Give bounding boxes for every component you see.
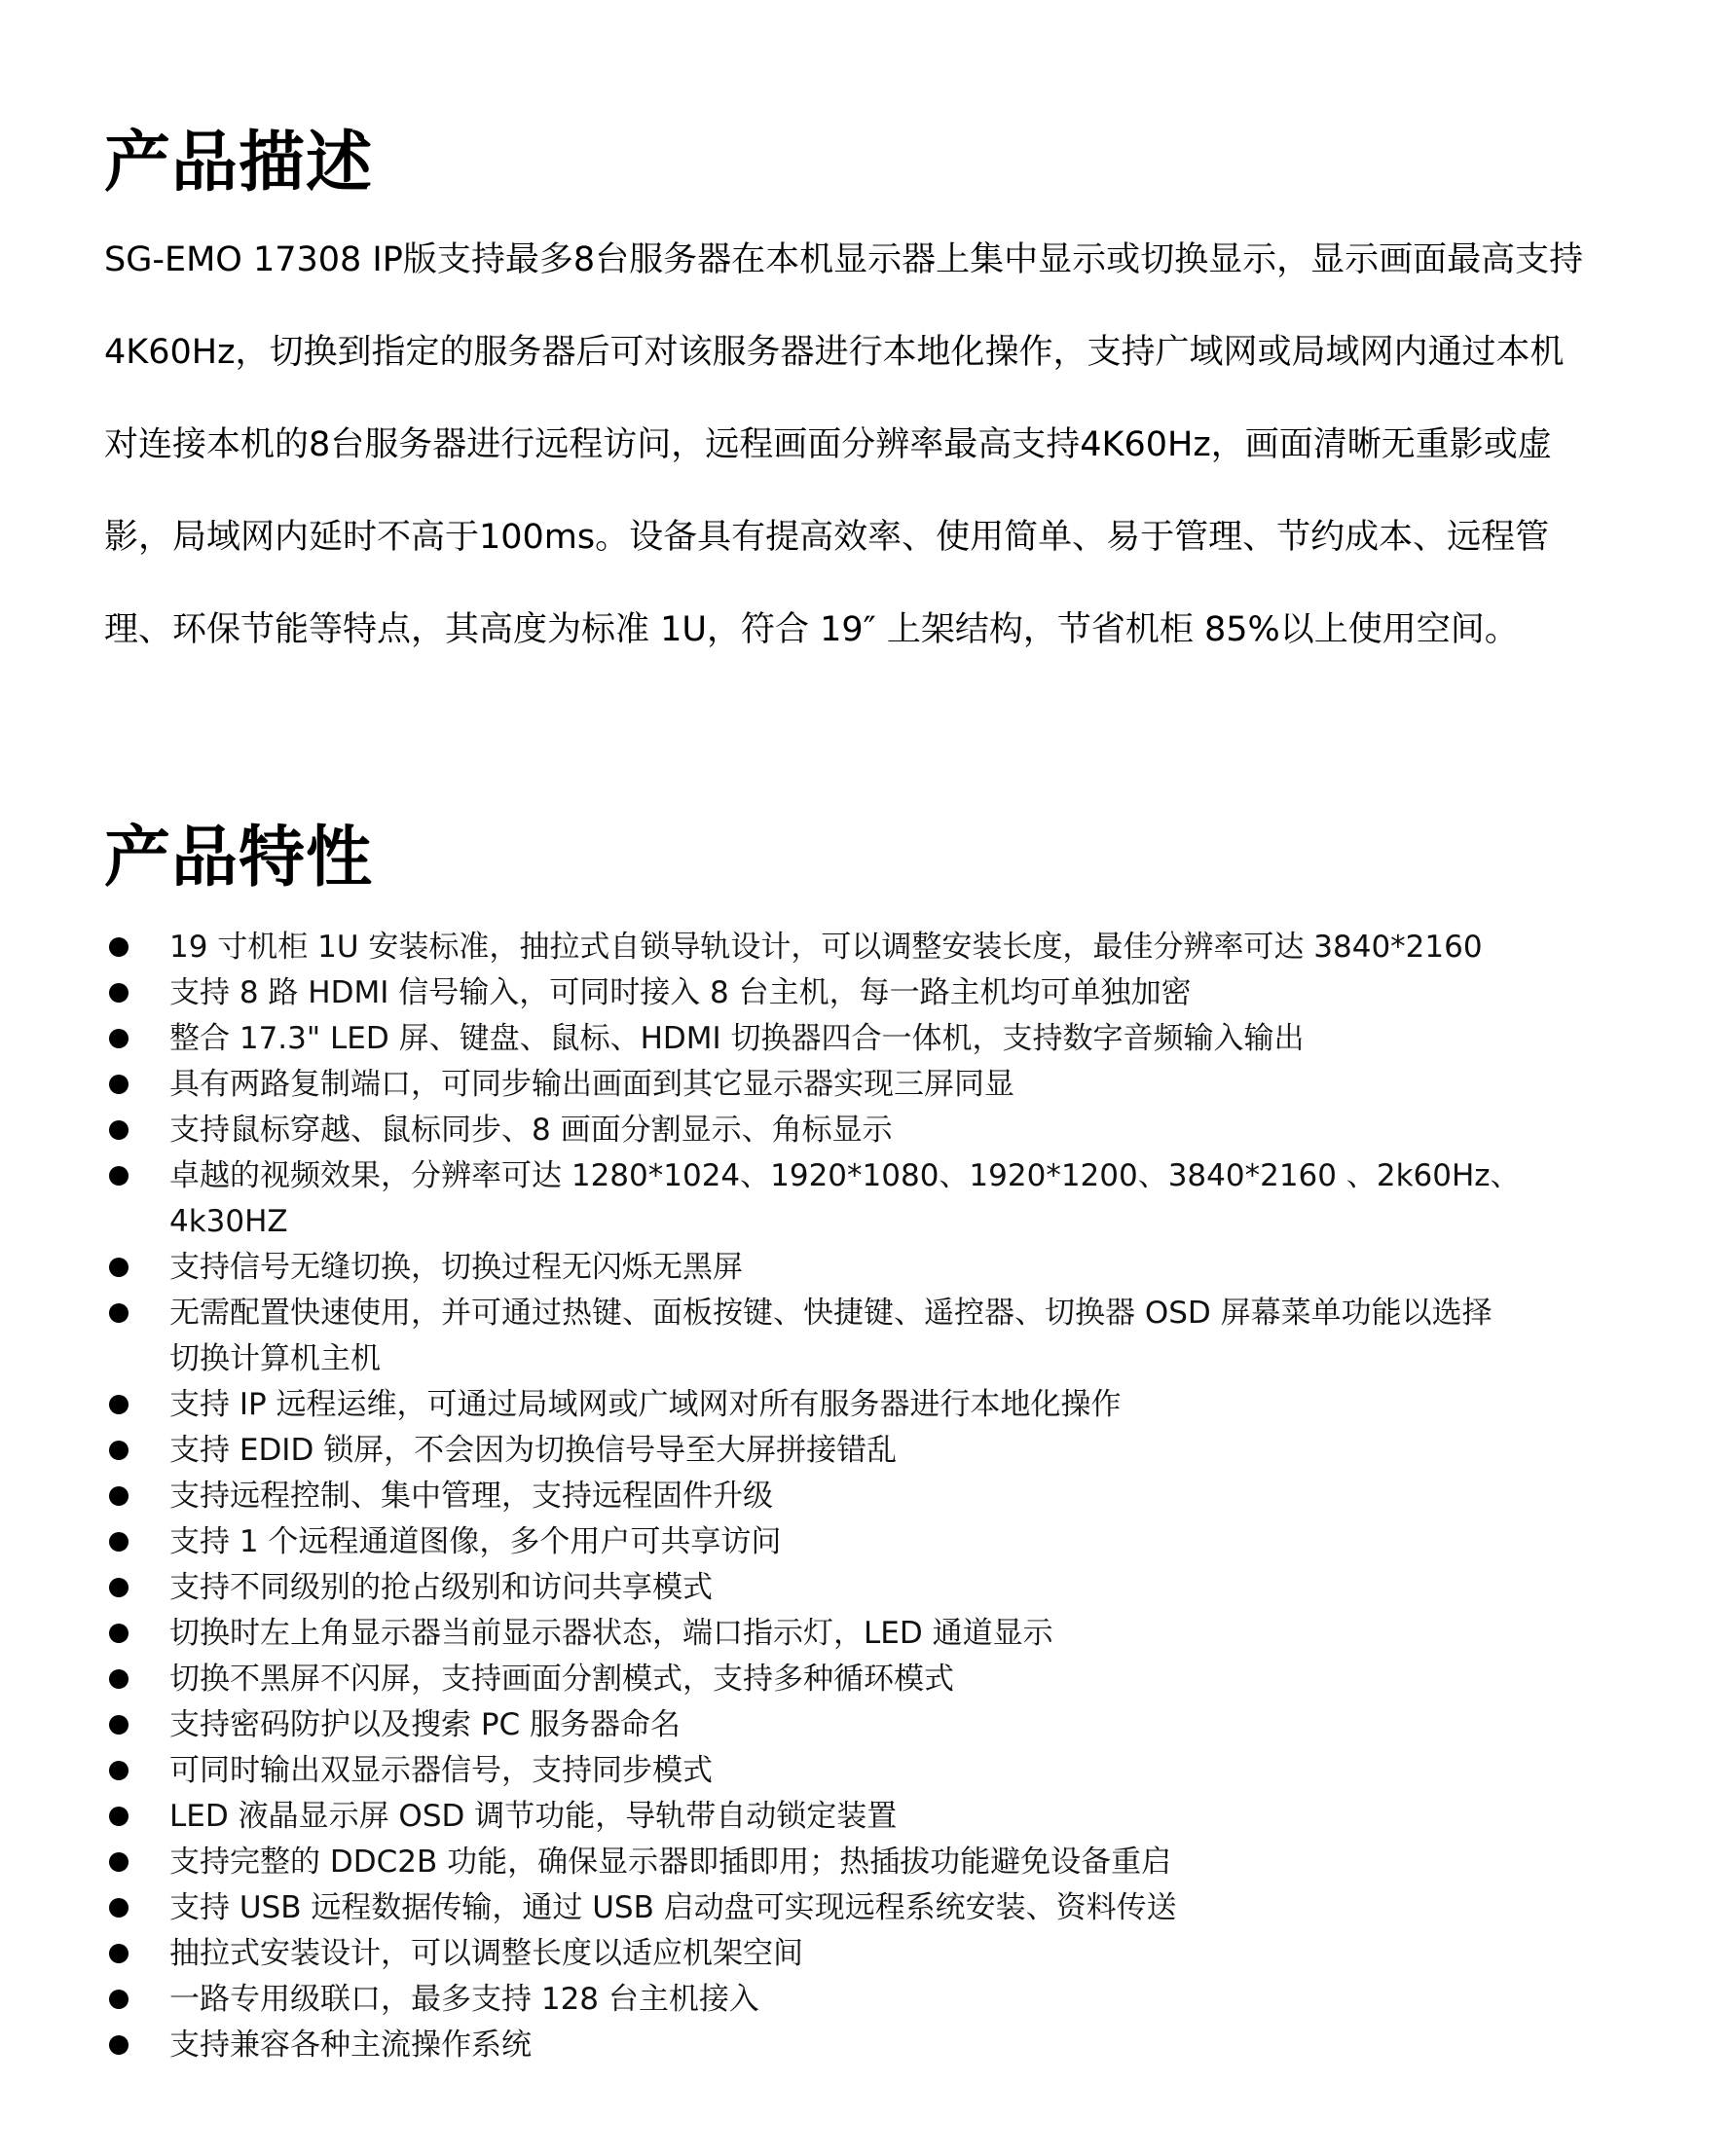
feature-list-item <box>104 1702 1662 1748</box>
feature-text: 支持 USB 远程数据传输，通过 USB 启动盘可实现远程系统安装、资料传送 <box>169 1890 1177 1925</box>
feature-text: 无需配置快速使用，并可通过热键、面板按键、快捷键、遥控器、切换器 OSD 屏幕菜单功能以选择 <box>169 1296 1492 1331</box>
feature-list-item <box>104 1382 1662 1428</box>
feature-list-item <box>104 1840 1662 1885</box>
bullet-icon <box>109 1898 129 1918</box>
bullet-icon <box>109 1075 129 1094</box>
bullet-icon <box>109 1761 129 1780</box>
bullet-icon <box>109 1578 129 1597</box>
product-description-heading: 产品描述 <box>104 125 374 201</box>
feature-list-item <box>104 1519 1662 1565</box>
bullet-icon <box>109 1441 129 1460</box>
feature-text: 支持完整的 DDC2B 功能，确保显示器即插即用；热插拔功能避免设备重启 <box>169 1845 1172 1880</box>
feature-list-item <box>104 1153 1662 1245</box>
bullet-icon <box>109 1990 129 2009</box>
feature-list-item <box>104 1931 1662 1977</box>
feature-list-item <box>104 925 1662 970</box>
feature-list-item <box>104 1611 1662 1657</box>
feature-text: 4k30HZ <box>169 1204 288 1239</box>
bullet-icon <box>109 1852 129 1872</box>
feature-text: 切换计算机主机 <box>169 1341 381 1376</box>
bullet-icon <box>109 1624 129 1643</box>
feature-list-item <box>104 1565 1662 1611</box>
description-line: SG-EMO 17308 IP版支持最多8台服务器在本机显示器上集中显示或切换显示，显示画面最高支持 <box>104 240 1584 279</box>
feature-text: 19 寸机柜 1U 安装标准，抽拉式自锁导轨设计，可以调整安装长度，最佳分辨率可达 3840*2160 <box>169 930 1483 965</box>
feature-list-item <box>104 1977 1662 2023</box>
feature-list-item <box>104 1016 1662 1062</box>
feature-list-item <box>104 2023 1662 2068</box>
feature-text: 可同时输出双显示器信号，支持同步模式 <box>169 1753 713 1788</box>
feature-text: 切换时左上角显示器当前显示器状态，端口指示灯，LED 通道显示 <box>169 1616 1053 1651</box>
feature-text: 具有两路复制端口，可同步输出画面到其它显示器实现三屏同显 <box>169 1067 1014 1102</box>
bullet-icon <box>109 1029 129 1048</box>
feature-text: 支持密码防护以及搜索 PC 服务器命名 <box>169 1707 682 1742</box>
feature-text: 支持远程控制、集中管理，支持远程固件升级 <box>169 1479 773 1514</box>
feature-list-item <box>104 970 1662 1016</box>
feature-list <box>104 925 1662 2068</box>
bullet-icon <box>109 1303 129 1323</box>
bullet-icon <box>109 1944 129 1963</box>
bullet-icon <box>109 1120 129 1140</box>
feature-text: 支持鼠标穿越、鼠标同步、8 画面分割显示、角标显示 <box>169 1113 893 1148</box>
feature-list-item <box>104 1748 1662 1794</box>
bullet-icon <box>109 1669 129 1689</box>
feature-text: 一路专用级联口，最多支持 128 台主机接入 <box>169 1982 759 2017</box>
bullet-icon <box>109 937 129 957</box>
product-description-body <box>104 236 1662 698</box>
feature-text: 切换不黑屏不闪屏，支持画面分割模式，支持多种循环模式 <box>169 1662 954 1697</box>
feature-list-item <box>104 1245 1662 1291</box>
feature-text: 支持不同级别的抢占级别和访问共享模式 <box>169 1570 713 1605</box>
feature-text: 整合 17.3" LED 屏、键盘、鼠标、HDMI 切换器四合一体机，支持数字音频输入输出 <box>169 1021 1305 1056</box>
feature-list-item <box>104 1428 1662 1474</box>
feature-list-item <box>104 1108 1662 1153</box>
feature-text: 支持兼容各种主流操作系统 <box>169 2028 532 2063</box>
feature-list-item <box>104 1885 1662 1931</box>
product-features-section <box>104 820 1662 2068</box>
feature-list-item <box>104 1291 1662 1382</box>
description-line: 影，局域网内延时不高于100ms。设备具有提高效率、使用简单、易于管理、节约成本、远程管 <box>104 518 1550 557</box>
description-line: 对连接本机的8台服务器进行远程访问，远程画面分辨率最高支持4K60Hz，画面清晰无重影或虚 <box>104 425 1552 464</box>
bullet-icon <box>109 1715 129 1735</box>
bullet-icon <box>109 1166 129 1186</box>
bullet-icon <box>109 1395 129 1414</box>
feature-list-item <box>104 1657 1662 1702</box>
feature-text: 支持信号无缝切换，切换过程无闪烁无黑屏 <box>169 1250 743 1285</box>
product-features-heading: 产品特性 <box>104 820 374 896</box>
feature-text: 支持 8 路 HDMI 信号输入，可同时接入 8 台主机，每一路主机均可单独加密 <box>169 975 1192 1010</box>
feature-list-item <box>104 1062 1662 1108</box>
feature-list-item <box>104 1474 1662 1519</box>
bullet-icon <box>109 1486 129 1506</box>
feature-text: 支持 1 个远程通道图像，多个用户可共享访问 <box>169 1524 782 1559</box>
bullet-icon <box>109 2035 129 2055</box>
feature-text: 支持 IP 远程运维，可通过局域网或广域网对所有服务器进行本地化操作 <box>169 1387 1122 1422</box>
bullet-icon <box>109 1532 129 1552</box>
bullet-icon <box>109 983 129 1003</box>
description-line: 4K60Hz，切换到指定的服务器后可对该服务器进行本地化操作，支持广域网或局域网内通过本机 <box>104 333 1565 372</box>
feature-text: 支持 EDID 锁屏，不会因为切换信号导至大屏拼接错乱 <box>169 1433 898 1468</box>
product-description-section <box>104 125 1662 698</box>
description-line: 理、环保节能等特点，其高度为标准 1U，符合 19″ 上架结构，节省机柜 85%以上使用空间。 <box>104 610 1519 649</box>
bullet-icon <box>109 1807 129 1826</box>
bullet-icon <box>109 1258 129 1277</box>
feature-text: 卓越的视频效果，分辨率可达 1280*1024、1920*1080、1920*1200、3840*2160 、2k60Hz、 <box>169 1158 1521 1193</box>
feature-text: 抽拉式安装设计，可以调整长度以适应机架空间 <box>169 1936 803 1971</box>
feature-list-item <box>104 1794 1662 1840</box>
feature-text: LED 液晶显示屏 OSD 调节功能，导轨带自动锁定装置 <box>169 1799 898 1834</box>
